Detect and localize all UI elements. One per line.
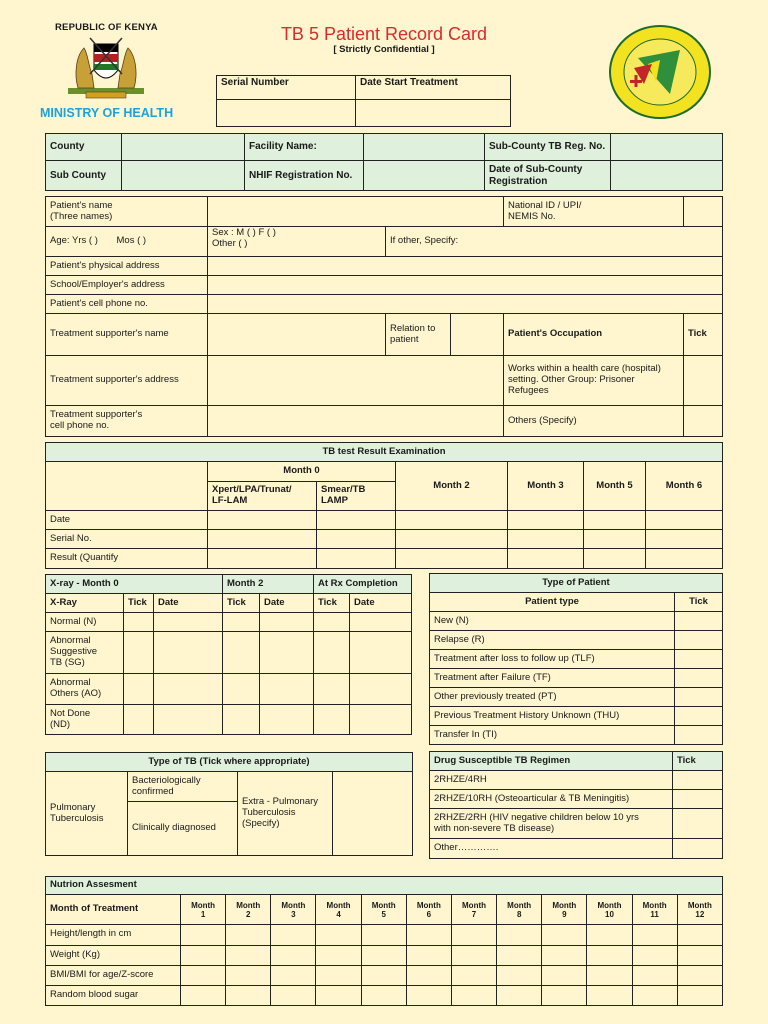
nutrition-cell[interactable] [316, 945, 361, 965]
supporter-phone-field[interactable] [208, 406, 504, 437]
page-subtitle: [ Strictly Confidential ] [333, 44, 435, 55]
patient-type-tick[interactable] [675, 726, 723, 745]
regimen-tick[interactable] [673, 771, 723, 790]
nutrition-cell[interactable] [271, 965, 316, 985]
patient-type-tlf: Treatment after loss to follow up (TLF) [430, 650, 675, 669]
patient-type-table [429, 573, 723, 745]
patient-type-pt: Other previously treated (PT) [430, 688, 675, 707]
nutrition-cell[interactable] [181, 945, 226, 965]
regimen-row: 2RHZE/10RH (Osteoarticular & TB Meningitis) [430, 790, 673, 809]
tb-month2-header: Month 2 [396, 462, 508, 511]
nutrition-month-number: 9 [562, 909, 567, 919]
regimen-tick-col: Tick [673, 752, 723, 771]
patient-name-field[interactable] [208, 197, 504, 227]
page-title: TB 5 Patient Record Card [280, 24, 488, 44]
nutrition-month-number: 12 [695, 909, 705, 919]
tb-cell[interactable] [317, 511, 396, 530]
nutrition-cell[interactable] [316, 965, 361, 985]
xray-cell[interactable] [223, 705, 260, 735]
nutrition-cell[interactable] [361, 945, 406, 965]
tb-row-date: Date [46, 511, 208, 530]
patient-type-tick[interactable] [675, 631, 723, 650]
regimen-tick[interactable] [673, 809, 723, 839]
nutrition-month-header [451, 895, 496, 925]
nutrition-month-word: Month [326, 900, 351, 910]
nutrition-month-word: Month [687, 900, 712, 910]
nutrition-cell[interactable] [587, 985, 632, 1005]
nutrition-cell[interactable] [361, 965, 406, 985]
nutrition-cell[interactable] [587, 925, 632, 945]
nutrition-cell[interactable] [406, 985, 451, 1005]
republic-label: REPUBLIC OF KENYA [55, 22, 158, 33]
xray-row-others: Abnormal Others (AO) [46, 674, 124, 705]
tb-cell[interactable] [396, 511, 508, 530]
patient-type-tick[interactable] [675, 612, 723, 631]
serial-number-label: Serial Number [217, 76, 356, 100]
xray-completion-header: At Rx Completion [314, 575, 412, 594]
nutrition-cell[interactable] [497, 945, 542, 965]
tb-row-serial: Serial No. [46, 530, 208, 549]
facility-name-field[interactable] [364, 134, 485, 161]
xray-table [45, 574, 412, 735]
regimen-table [429, 751, 723, 859]
xray-cell[interactable] [154, 632, 223, 674]
nutrition-cell[interactable] [451, 965, 496, 985]
nutrition-table [45, 876, 723, 1006]
nutrition-month-word: Month [371, 900, 396, 910]
nutrition-month-number: 2 [246, 909, 251, 919]
supporter-phone-label: Treatment supporter's cell phone no. [46, 406, 208, 437]
nutrition-month-number: 6 [426, 909, 432, 919]
tb-cell[interactable] [584, 511, 646, 530]
tb-test-title: TB test Result Examination [46, 443, 723, 462]
nutrition-month-word: Month [597, 900, 622, 910]
xray-cell[interactable] [260, 632, 314, 674]
serial-table [216, 75, 511, 127]
occupation-label: Patient's Occupation [504, 314, 684, 356]
nutrition-month-number: 8 [516, 909, 522, 919]
regimen-row: 2RHZE/4RH [430, 771, 673, 790]
nutrition-month-number: 7 [471, 909, 477, 919]
patient-type-tick-col: Tick [675, 593, 723, 612]
tb-month3-header: Month 3 [508, 462, 584, 511]
supporter-address-field[interactable] [208, 356, 504, 406]
regimen-row: 2RHZE/2RH (HIV negative children below 10 yrs with non-severe TB disease) [430, 809, 673, 839]
national-id-label: National ID / UPI/ NEMIS No. [504, 197, 684, 227]
nutrition-month-word: Month [416, 900, 441, 910]
xray-cell[interactable] [314, 613, 350, 632]
subcounty-reg-label: Sub-County TB Reg. No. [485, 134, 611, 161]
tb-cell[interactable] [317, 549, 396, 569]
nutrition-cell[interactable] [542, 945, 587, 965]
tb-month6-header: Month 6 [646, 462, 723, 511]
nutrition-cell[interactable] [361, 925, 406, 945]
date-start-label: Date Start Treatment [356, 76, 511, 100]
nutrition-cell[interactable] [406, 925, 451, 945]
nutrition-month-word: Month [191, 900, 216, 910]
tb-cell[interactable] [396, 530, 508, 549]
tb-month5-header: Month 5 [584, 462, 646, 511]
nutrition-cell[interactable] [677, 985, 722, 1005]
age-cell [46, 227, 208, 257]
facility-name-label: Facility Name: [245, 134, 364, 161]
sex-label: Sex : M ( ) F ( ) Other ( ) [208, 227, 386, 257]
age-months-label: Mos ( ) [116, 235, 147, 247]
tb-type-title: Type of TB (Tick where appropriate) [46, 753, 413, 772]
xray-cell[interactable] [154, 705, 223, 735]
xray-date-label: Date [260, 594, 314, 613]
nutrition-month-word: Month [552, 900, 577, 910]
nutrition-cell[interactable] [181, 965, 226, 985]
serial-number-field[interactable] [217, 100, 356, 127]
tb-cell[interactable] [508, 549, 584, 569]
patient-type-title: Type of Patient [430, 574, 723, 593]
nutrition-month-header [632, 895, 677, 925]
patient-type-tf: Treatment after Failure (TF) [430, 669, 675, 688]
xray-month0-header: X-ray - Month 0 [46, 575, 223, 594]
nutrition-month-col: Month of Treatment [46, 895, 181, 925]
nutrition-month-header [542, 895, 587, 925]
tb-cell[interactable] [208, 530, 317, 549]
sub-county-field[interactable] [122, 161, 245, 191]
others-tick[interactable] [684, 406, 723, 437]
xray-cell[interactable] [124, 613, 154, 632]
nutrition-title: Nutrion Assesment [46, 877, 723, 895]
xray-cell[interactable] [124, 632, 154, 674]
tb-cell[interactable] [646, 549, 723, 569]
nutrition-cell[interactable] [226, 945, 271, 965]
nutrition-month-number: 5 [381, 909, 386, 919]
regimen-tick[interactable] [673, 790, 723, 809]
date-subcounty-reg-field[interactable] [611, 161, 723, 191]
xray-cell[interactable] [223, 674, 260, 705]
nutrition-month-header [497, 895, 542, 925]
occupation-tick-label: Tick [684, 314, 723, 356]
nutrition-cell[interactable] [271, 925, 316, 945]
patient-table [45, 196, 723, 437]
tb-test-table [45, 442, 723, 569]
nutrition-month-word: Month [236, 900, 261, 910]
xpert-header: Xpert/LPA/Trunat/ LF-LAM [208, 482, 317, 511]
xray-cell[interactable] [314, 632, 350, 674]
nutrition-cell[interactable] [632, 985, 677, 1005]
age-years-label: Age: Yrs ( ) [50, 235, 98, 247]
patient-type-tick[interactable] [675, 707, 723, 726]
works-health-tick[interactable] [684, 356, 723, 406]
nutrition-cell[interactable] [181, 985, 226, 1005]
xray-cell[interactable] [124, 674, 154, 705]
xray-row-not-done: Not Done (ND) [46, 705, 124, 735]
others-label: Others (Specify) [504, 406, 684, 437]
phone-field[interactable] [208, 295, 723, 314]
bact-confirmed-label: Bacteriologically confirmed [128, 772, 238, 802]
supporter-name-field[interactable] [208, 314, 386, 356]
phone-label: Patient's cell phone no. [46, 295, 208, 314]
nutrition-month-word: Month [281, 900, 306, 910]
xray-cell[interactable] [124, 705, 154, 735]
sub-county-label: Sub County [46, 161, 122, 191]
nutrition-cell[interactable] [677, 965, 722, 985]
nutrition-cell[interactable] [226, 925, 271, 945]
nutrition-month-header [587, 895, 632, 925]
relation-field[interactable] [451, 314, 504, 356]
nutrition-cell[interactable] [271, 985, 316, 1005]
address-label: Patient's physical address [46, 257, 208, 276]
xray-tick-label: Tick [314, 594, 350, 613]
xray-cell[interactable] [223, 613, 260, 632]
nhif-label: NHIF Registration No. [245, 161, 364, 191]
nutrition-month-header [271, 895, 316, 925]
patient-type-ti: Transfer In (TI) [430, 726, 675, 745]
pulmonary-label: Pulmonary Tuberculosis [46, 772, 128, 856]
xray-date-label: Date [350, 594, 412, 613]
nutrition-row-label: Weight (Kg) [46, 945, 181, 965]
xray-cell[interactable] [350, 705, 412, 735]
tb-row-result: Result (Quantify [46, 549, 208, 569]
patient-type-thu: Previous Treatment History Unknown (THU) [430, 707, 675, 726]
xray-cell[interactable] [314, 674, 350, 705]
xray-cell[interactable] [223, 632, 260, 674]
nutrition-cell[interactable] [497, 925, 542, 945]
nutrition-month-header [181, 895, 226, 925]
tb-cell[interactable] [396, 549, 508, 569]
tb-cell[interactable] [208, 511, 317, 530]
nutrition-cell[interactable] [542, 985, 587, 1005]
regimen-row: Other…………. [430, 839, 673, 859]
nhif-field[interactable] [364, 161, 485, 191]
national-id-field[interactable] [684, 197, 723, 227]
works-health-label: Works within a health care (hospital) setting. Other Group: Prisoner Refugees [504, 356, 684, 406]
patient-type-relapse: Relapse (R) [430, 631, 675, 650]
xray-cell[interactable] [314, 705, 350, 735]
nutrition-cell[interactable] [632, 965, 677, 985]
xray-tick-label: Tick [124, 594, 154, 613]
nutrition-month-header [361, 895, 406, 925]
xray-col-label: X-Ray [46, 594, 124, 613]
nutrition-cell[interactable] [677, 925, 722, 945]
date-start-field[interactable] [356, 100, 511, 127]
xray-cell[interactable] [350, 632, 412, 674]
nutrition-month-word: Month [462, 900, 487, 910]
xray-month2-header: Month 2 [223, 575, 314, 594]
xray-tick-label: Tick [223, 594, 260, 613]
tb-test-blank [46, 462, 208, 511]
nutrition-cell[interactable] [451, 945, 496, 965]
nutrition-cell[interactable] [587, 965, 632, 985]
nutrition-cell[interactable] [632, 945, 677, 965]
nutrition-cell[interactable] [226, 965, 271, 985]
xray-row-normal: Normal (N) [46, 613, 124, 632]
xray-cell[interactable] [260, 674, 314, 705]
tb-type-table [45, 752, 413, 856]
facility-table [45, 133, 723, 191]
ministry-of-health-seal [608, 24, 712, 120]
date-subcounty-reg-label: Date of Sub-County Registration [485, 161, 611, 191]
nutrition-cell[interactable] [497, 985, 542, 1005]
xray-cell[interactable] [350, 613, 412, 632]
extra-pulmonary-field[interactable] [333, 772, 413, 856]
nutrition-month-header [316, 895, 361, 925]
month0-header: Month 0 [208, 462, 396, 482]
nutrition-row-label: BMI/BMI for age/Z-score [46, 965, 181, 985]
school-label: School/Employer's address [46, 276, 208, 295]
relation-label: Relation to patient [386, 314, 451, 356]
regimen-tick[interactable] [673, 839, 723, 859]
patient-type-tick[interactable] [675, 688, 723, 707]
xray-cell[interactable] [350, 674, 412, 705]
nutrition-month-number: 11 [650, 909, 659, 919]
nutrition-month-word: Month [507, 900, 532, 910]
school-field[interactable] [208, 276, 723, 295]
tb-cell[interactable] [584, 530, 646, 549]
patient-type-tick[interactable] [675, 669, 723, 688]
nutrition-cell[interactable] [271, 945, 316, 965]
nutrition-month-number: 3 [291, 909, 296, 919]
xray-date-label: Date [154, 594, 223, 613]
nutrition-cell[interactable] [361, 985, 406, 1005]
nutrition-cell[interactable] [587, 945, 632, 965]
clinically-diagnosed-label: Clinically diagnosed [128, 802, 238, 856]
tb-cell[interactable] [508, 530, 584, 549]
county-label: County [46, 134, 122, 161]
if-other-label: If other, Specify: [386, 227, 723, 257]
subcounty-reg-field[interactable] [611, 134, 723, 161]
xray-cell[interactable] [260, 705, 314, 735]
nutrition-row-label: Random blood sugar [46, 985, 181, 1005]
nutrition-month-number: 4 [336, 909, 341, 919]
patient-type-tick[interactable] [675, 650, 723, 669]
nutrition-cell[interactable] [316, 985, 361, 1005]
nutrition-cell[interactable] [677, 945, 722, 965]
ministry-label: MINISTRY OF HEALTH [40, 106, 174, 120]
nutrition-cell[interactable] [451, 985, 496, 1005]
nutrition-month-number: 1 [200, 909, 206, 919]
xray-row-suggestive: Abnormal Suggestive TB (SG) [46, 632, 124, 674]
nutrition-cell[interactable] [406, 945, 451, 965]
tb-cell[interactable] [646, 530, 723, 549]
nutrition-month-word: Month [642, 900, 667, 910]
nutrition-cell[interactable] [632, 925, 677, 945]
patient-type-new: New (N) [430, 612, 675, 631]
tb-cell[interactable] [646, 511, 723, 530]
extra-pulmonary-label: Extra - Pulmonary Tuberculosis (Specify) [238, 772, 333, 856]
nutrition-month-header [677, 895, 722, 925]
nutrition-cell[interactable] [406, 965, 451, 985]
xray-cell[interactable] [260, 613, 314, 632]
regimen-title: Drug Susceptible TB Regimen [430, 752, 673, 771]
supporter-address-label: Treatment supporter's address [46, 356, 208, 406]
tb-cell[interactable] [584, 549, 646, 569]
nutrition-month-number: 10 [605, 909, 614, 919]
xray-cell[interactable] [154, 613, 223, 632]
nutrition-cell[interactable] [542, 965, 587, 985]
tb-cell[interactable] [317, 530, 396, 549]
nutrition-cell[interactable] [542, 925, 587, 945]
nutrition-cell[interactable] [181, 925, 226, 945]
patient-type-col: Patient type [430, 593, 675, 612]
tb-cell[interactable] [208, 549, 317, 569]
nutrition-month-header [226, 895, 271, 925]
address-field[interactable] [208, 257, 723, 276]
nutrition-row-label: Height/length in cm [46, 925, 181, 945]
nutrition-month-header [406, 895, 451, 925]
patient-name-label: Patient's name (Three names) [46, 197, 208, 227]
county-field[interactable] [122, 134, 245, 161]
nutrition-cell[interactable] [497, 965, 542, 985]
nutrition-cell[interactable] [451, 925, 496, 945]
smear-header: Smear/TB LAMP [317, 482, 396, 511]
nutrition-cell[interactable] [316, 925, 361, 945]
xray-cell[interactable] [154, 674, 223, 705]
supporter-name-label: Treatment supporter's name [46, 314, 208, 356]
tb-cell[interactable] [508, 511, 584, 530]
nutrition-cell[interactable] [226, 985, 271, 1005]
